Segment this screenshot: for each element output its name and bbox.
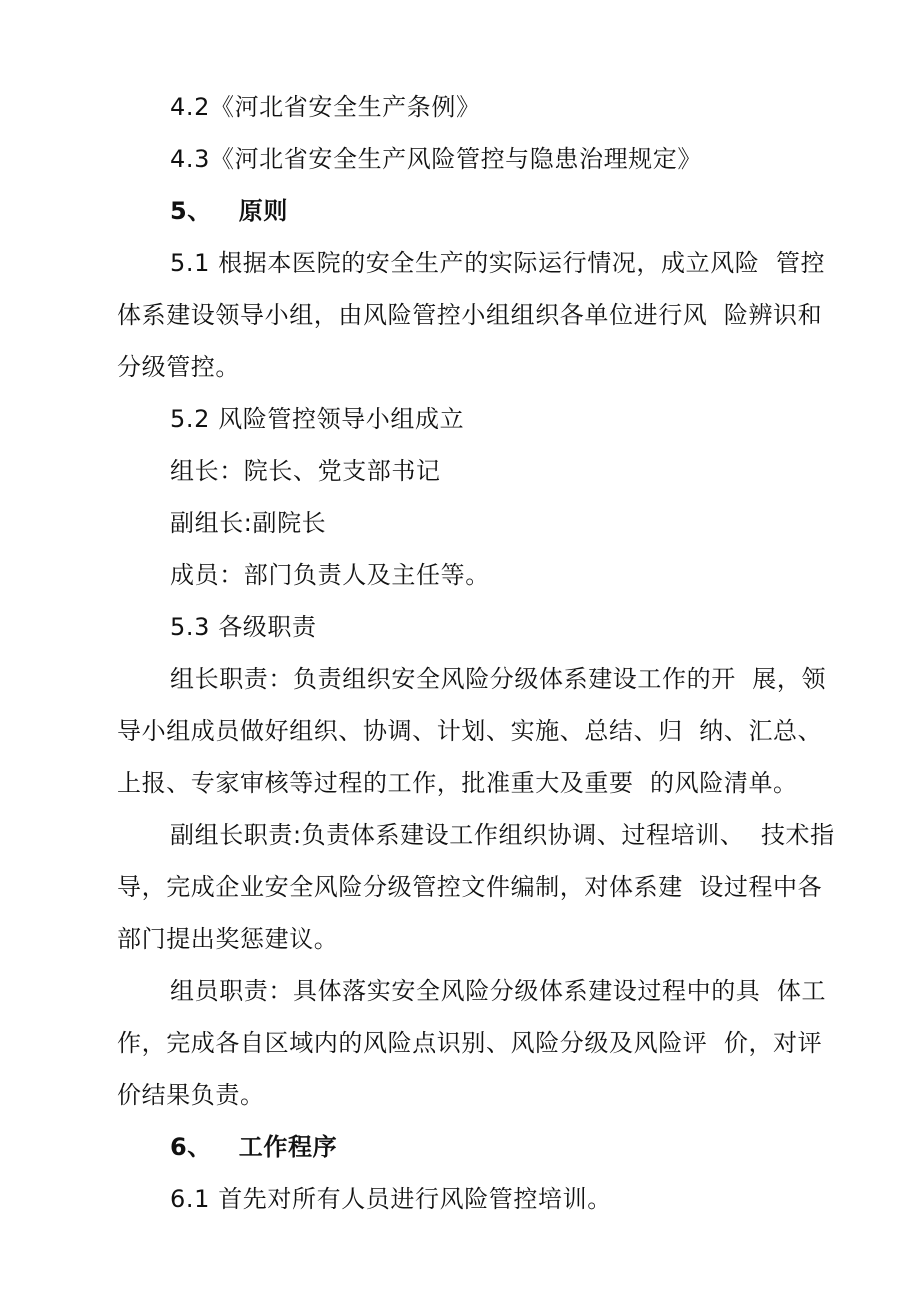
member-duties-line-3: 价结果负责。 xyxy=(117,1081,265,1109)
leader-duties-line-1: 组长职责：负责组织安全风险分级体系建设工作的开 展，领 xyxy=(170,665,827,693)
subheading-5-3: 5.3 各级职责 xyxy=(170,613,317,641)
deputy-leader-line: 副组长:副院长 xyxy=(170,509,327,537)
section-heading-6: 6、 工作程序 xyxy=(170,1133,338,1161)
deputy-duties-line-2: 导，完成企业安全风险分级管控文件编制，对体系建 设过程中各 xyxy=(117,873,823,901)
paragraph-5-1-line-3: 分级管控。 xyxy=(117,353,240,381)
leader-duties-line-3: 上报、专家审核等过程的工作，批准重大及重要 的风险清单。 xyxy=(117,769,798,797)
paragraph-5-1-line-1: 5.1 根据本医院的安全生产的实际运行情况，成立风险 管控 xyxy=(170,249,826,277)
paragraph-6-1: 6.1 首先对所有人员进行风险管控培训。 xyxy=(170,1185,612,1213)
leader-line: 组长：院长、党支部书记 xyxy=(170,457,441,485)
paragraph-5-1-line-2: 体系建设领导小组，由风险管控小组组织各单位进行风 险辨识和 xyxy=(117,301,823,329)
member-duties-line-1: 组员职责：具体落实安全风险分级体系建设过程中的具 体工 xyxy=(170,977,827,1005)
ref-item-4-2: 4.2《河北省安全生产条例》 xyxy=(170,93,481,121)
deputy-duties-line-3: 部门提出奖惩建议。 xyxy=(117,925,339,953)
leader-duties-line-2: 导小组成员做好组织、协调、计划、实施、总结、归 纳、汇总、 xyxy=(117,717,823,745)
subheading-5-2: 5.2 风险管控领导小组成立 xyxy=(170,405,465,433)
ref-item-4-3: 4.3《河北省安全生产风险管控与隐患治理规定》 xyxy=(170,145,702,173)
member-duties-line-2: 作，完成各自区域内的风险点识别、风险分级及风险评 价，对评 xyxy=(117,1029,823,1057)
members-line: 成员：部门负责人及主任等。 xyxy=(170,561,490,589)
deputy-duties-line-1: 副组长职责:负责体系建设工作组织协调、过程培训、 技术指 xyxy=(170,821,835,849)
section-heading-5: 5、 原则 xyxy=(170,197,288,225)
